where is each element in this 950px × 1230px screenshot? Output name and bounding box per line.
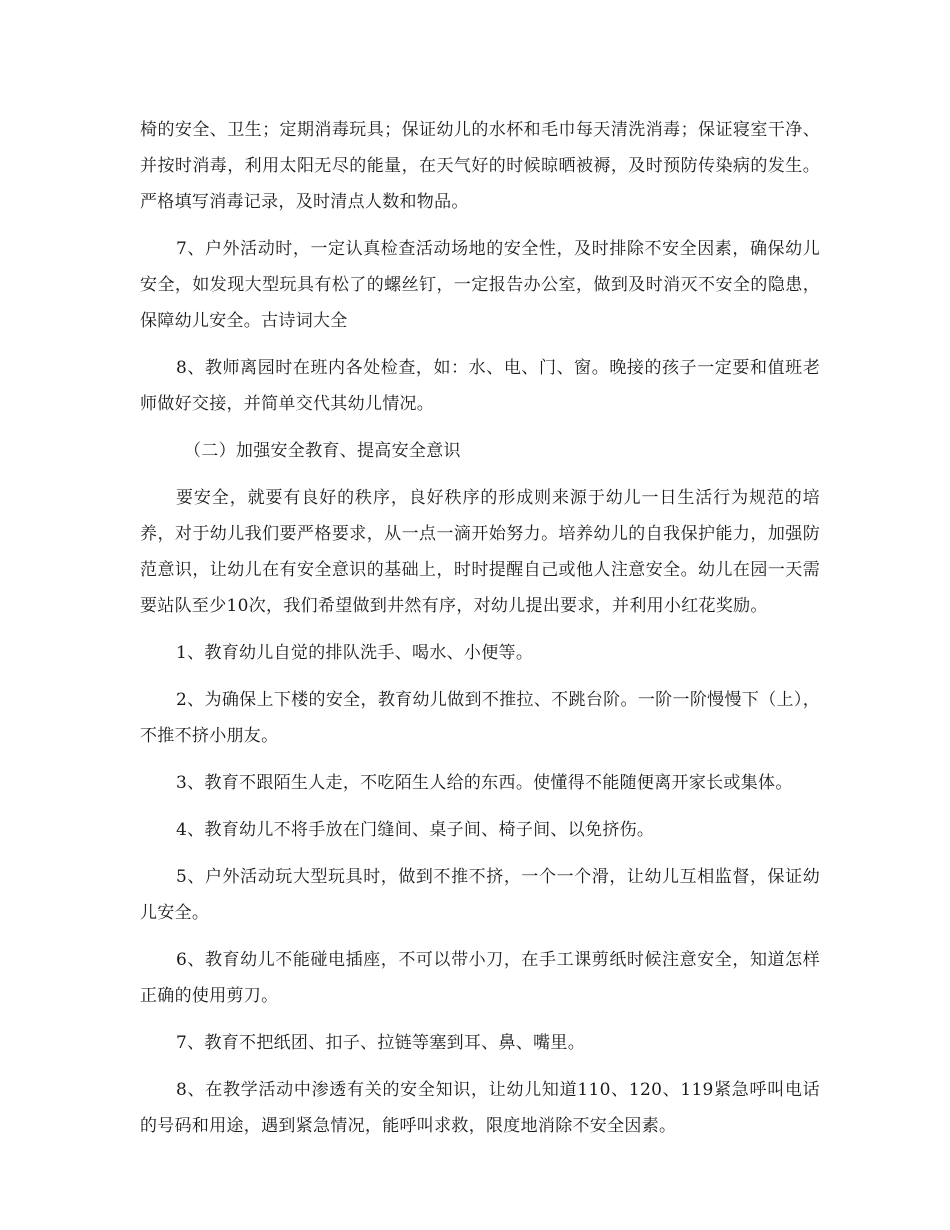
list-item-4: 4、教育幼儿不将手放在门缝间、桌子间、椅子间、以免挤伤。 [176,820,655,840]
paragraph-order-intro: 要安全，就要有良好的秩序，良好秩序的形成则来源于幼儿一日生活行为规范的培养，对于幼儿我们要严格要求，从一点一滴开始努力。培养幼儿的自我保护能力，加强防范意识，让幼儿在有安全意识的基础上，时时提醒自己或他人注意安全。幼儿在园一天需要站队至少10次，我们希望做到井然有序，对幼儿提出要求，并利用小红花奖励。 [140,488,820,616]
list-item-5: 5、户外活动玩大型玩具时，做到不推不挤，一个一个滑，让幼儿互相监督，保证幼儿安全。 [140,867,820,923]
paragraph-leaving-check: 8、教师离园时在班内各处检查，如：水、电、门、窗。晚接的孩子一定要和值班老师做好交接，并简单交代其幼儿情况。 [140,358,820,414]
list-item-2: 2、为确保上下楼的安全，教育幼儿做到不推拉、不跳台阶。一阶一阶慢慢下（上），不推不挤小朋友。 [140,690,820,746]
list-item-3: 3、教育不跟陌生人走，不吃陌生人给的东西。使懂得不能随便离开家长或集体。 [176,773,793,793]
list-item-1: 1、教育幼儿自觉的排队洗手、喝水、小便等。 [176,643,534,663]
list-item-7: 7、教育不把纸团、扣子、拉链等塞到耳、鼻、嘴里。 [176,1033,586,1053]
paragraph-hygiene-continued: 椅的安全、卫生；定期消毒玩具；保证幼儿的水杯和毛巾每天清洗消毒；保证寝室干净、并按时消毒，利用太阳无尽的能量，在天气好的时候晾晒被褥，及时预防传染病的发生。严格填写消毒记录，及时清点人数和物品。 [140,120,820,212]
section-heading-safety-education: （二）加强安全教育、提高安全意识 [184,441,461,461]
document-body [140,112,820,1155]
list-item-6: 6、教育幼儿不能碰电插座，不可以带小刀，在手工课剪纸时候注意安全，知道怎样正确的使用剪刀。 [140,950,820,1006]
list-item-8: 8、在教学活动中渗透有关的安全知识，让幼儿知道110、120、119紧急呼叫电话的号码和用途，遇到紧急情况，能呼叫求救，限度地消除不安全因素。 [140,1080,820,1136]
paragraph-outdoor-check: 7、户外活动时，一定认真检查活动场地的安全性，及时排除不安全因素，确保幼儿安全，如发现大型玩具有松了的螺丝钉，一定报告办公室，做到及时消灭不安全的隐患，保障幼儿安全。古诗词大全 [140,239,820,331]
